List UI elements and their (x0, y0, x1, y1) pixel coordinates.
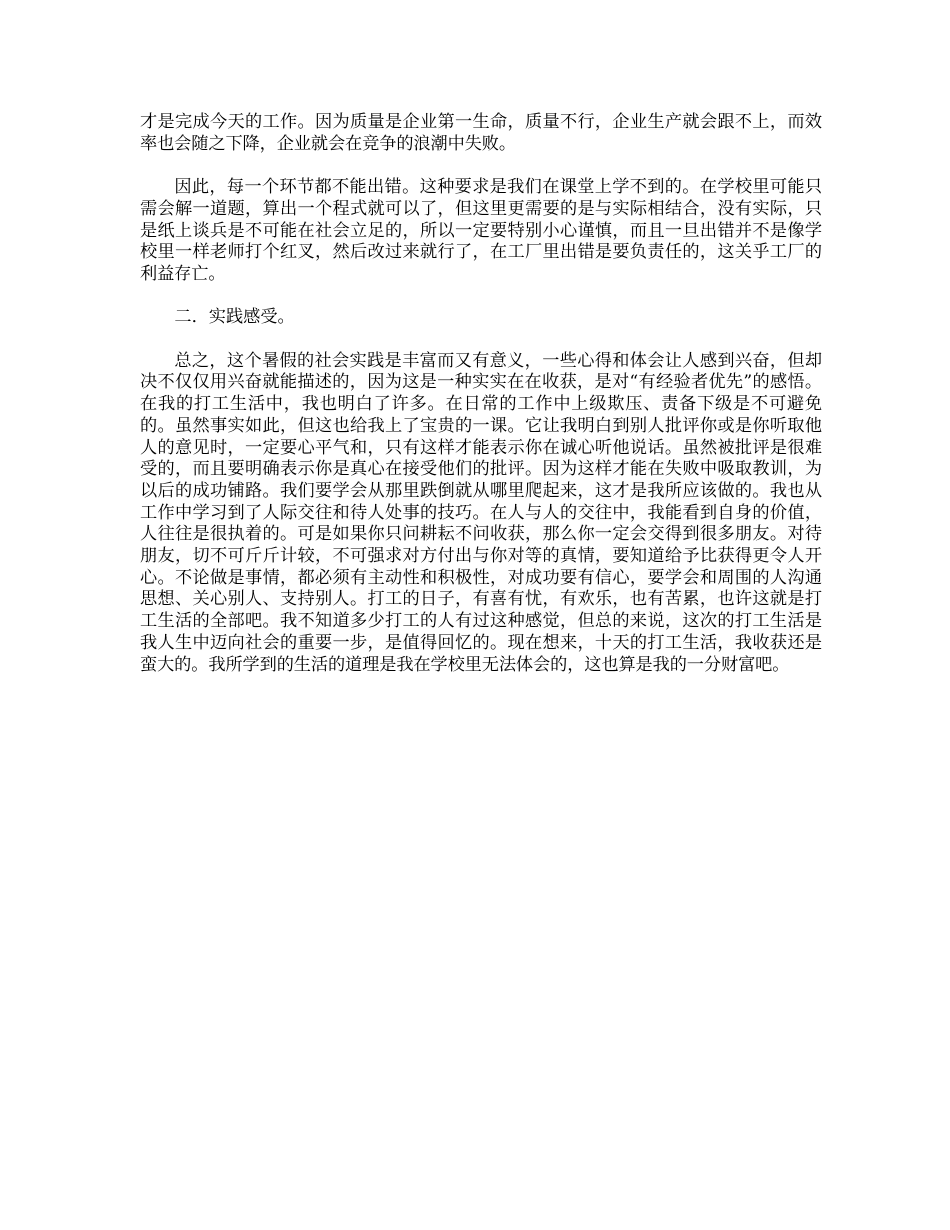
section-heading-practice-feelings: 二．实践感受。 (174, 307, 295, 328)
paragraph-quality-conclusion: 才是完成今天的工作。因为质量是企业第一生命，质量不行，企业生产就会跟不上，而效率也会随之下降，企业就会在竞争的浪潮中失败。 (140, 112, 822, 154)
document-body (140, 112, 822, 698)
paragraph-no-mistakes: 因此，每一个环节都不能出错。这种要求是我们在课堂上学不到的。在学校里可能只需会解一道题，算出一个程式就可以了，但这里更需要的是与实际相结合，没有实际，只是纸上谈兵是不可能在社会立足的，所以一定要特别小心谨慎，而且一旦出错并不是像学校里一样老师打个红叉，然后改过来就行了，在工厂里出错是要负责任的，这关乎工厂的利益存亡。 (140, 177, 822, 284)
paragraph-summary-reflection: 总之，这个暑假的社会实践是丰富而又有意义，一些心得和体会让人感到兴奋，但却决不仅仅用兴奋就能描述的，因为这是一种实实在在收获，是对“有经验者优先”的感悟。在我的打工生活中，我也明白了许多。在日常的工作中上级欺压、责备下级是不可避免的。虽然事实如此，但这也给我上了宝贵的一课。它让我明白到别人批评你或是你听取他人的意见时，一定要心平气和，只有这样才能表示你在诚心听他说话。虽然被批评是很难受的，而且要明确表示你是真心在接受他们的批评。因为这样才能在失败中吸取教训，为以后的成功铺路。我们要学会从那里跌倒就从哪里爬起来，这才是我所应该做的。我也从工作中学习到了人际交往和待人处事的技巧。在人与人的交往中，我能看到自身的价值，人往往是很执着的。可是如果你只问耕耘不问收获，那么你一定会交得到很多朋友。对待朋友，切不可斤斤计较，不可强求对方付出与你对等的真情，要知道给予比获得更令人开心。不论做是事情，都必须有主动性和积极性，对成功要有信心，要学会和周围的人沟通思想、关心别人、支持别人。打工的日子，有喜有忧，有欢乐，也有苦累，也许这就是打工生活的全部吧。我不知道多少打工的人有过这种感觉，但总的来说，这次的打工生活是我人生中迈向社会的重要一步，是值得回忆的。现在想来，十天的打工生活，我收获还是蛮大的。我所学到的生活的道理是我在学校里无法体会的，这也算是我的一分财富吧。 (140, 350, 822, 675)
